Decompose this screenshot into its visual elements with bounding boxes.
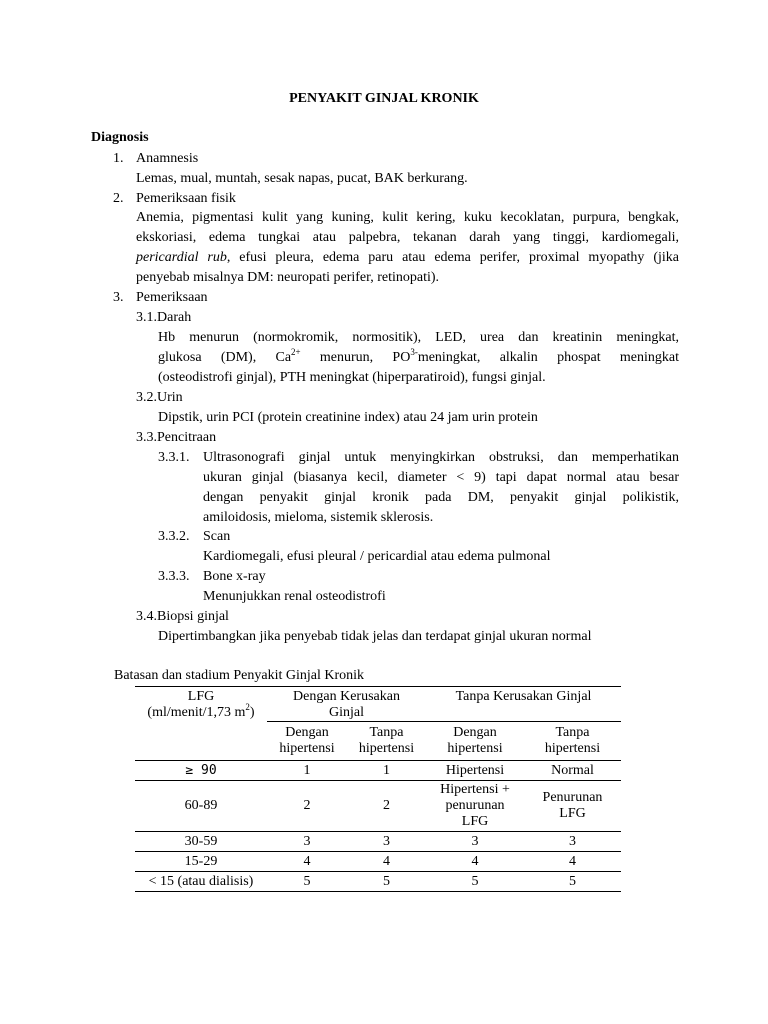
table-cell: 5 xyxy=(267,872,347,892)
cell-line: Hipertensi + xyxy=(440,782,510,797)
superscript: 3- xyxy=(410,347,418,357)
subitem-number: 3.3.1. xyxy=(158,450,190,465)
subitem-number: 3.3.3. xyxy=(158,569,190,584)
header-line: hipertensi xyxy=(279,741,335,756)
header-line: Dengan Kerusakan xyxy=(293,689,400,704)
darah-heading: 3.1.Darah xyxy=(136,310,192,325)
superscript: 2+ xyxy=(291,347,301,357)
fisik-heading: Pemeriksaan fisik xyxy=(136,191,236,206)
cell-line: LFG xyxy=(559,806,586,821)
subitem-number: 3.3.2. xyxy=(158,529,190,544)
darah-text-fragment: glukosa (DM), Ca xyxy=(158,350,292,365)
biopsi-heading: 3.4.Biopsi ginjal xyxy=(136,609,229,624)
header-line: hipertensi xyxy=(358,741,415,756)
fisik-text-line: ekskoriasi, edema tungkai atau palpebra, tekanan darah yang tinggi, kardiomegali, xyxy=(136,230,679,245)
table-cell: 5 xyxy=(524,872,621,892)
usg-text-line: ukuran ginjal (biasanya kecil, diameter < 9) tapi dapat normal atau besar xyxy=(203,470,679,485)
pemeriksaan-heading: Pemeriksaan xyxy=(136,290,208,305)
item-number: 3. xyxy=(113,290,124,305)
header-line: hipertensi xyxy=(447,741,503,756)
superscript: 2 xyxy=(245,702,250,712)
urin-heading: 3.2.Urin xyxy=(136,390,183,405)
subheader-cell xyxy=(426,722,524,761)
cell-line: penurunan xyxy=(445,798,505,813)
darah-text-line: (osteodistrofi ginjal), PTH meningkat (hiperparatiroid), fungsi ginjal. xyxy=(158,370,546,385)
darah-text-fragment: meningkat, alkalin phospat meningkat xyxy=(417,350,679,365)
table-caption: Batasan dan stadium Penyakit Ginjal Kronik xyxy=(114,668,365,683)
header-line: Tanpa xyxy=(369,725,404,740)
table-cell: 3 xyxy=(426,832,524,852)
item-number: 2. xyxy=(113,191,124,206)
table-cell: 3 xyxy=(524,832,621,852)
diagnosis-heading: Diagnosis xyxy=(91,130,149,145)
lfg-cell: 60-89 xyxy=(135,781,267,832)
dengan-kerusakan-header xyxy=(267,687,426,722)
darah-text-fragment: menurun, PO xyxy=(300,350,411,365)
tanpa-kerusakan-header: Tanpa Kerusakan Ginjal xyxy=(426,687,621,722)
table-cell: 3 xyxy=(347,832,426,852)
table-cell: 4 xyxy=(267,852,347,872)
darah-text-line xyxy=(158,349,679,367)
subheader-cell xyxy=(524,722,621,761)
header-line: Dengan xyxy=(453,725,497,740)
table-cell: 4 xyxy=(347,852,426,872)
cell-line: LFG xyxy=(461,814,489,829)
fisik-text-line: Anemia, pigmentasi kulit yang kuning, kulit kering, kuku kecoklatan, purpura, bengkak, xyxy=(136,210,679,225)
bone-heading: Bone x-ray xyxy=(203,569,266,584)
table-cell: 2 xyxy=(347,781,426,832)
lfg-cell: < 15 (atau dialisis) xyxy=(135,872,267,892)
darah-text-line: Hb menurun (normokromik, normositik), LED, urea dan kreatinin meningkat, xyxy=(158,330,679,345)
fisik-text-line: penyebab misalnya DM: neuropati perifer, retinopati). xyxy=(136,270,440,285)
usg-text-line: dengan penyakit ginjal kronik pada DM, penyakit ginjal polikistik, xyxy=(203,490,679,505)
header-line: Tanpa xyxy=(555,725,590,740)
subheader-cell xyxy=(267,722,347,761)
lfg-header-line xyxy=(135,702,267,721)
subheader-cell xyxy=(347,722,426,761)
header-line: hipertensi xyxy=(544,741,601,756)
usg-text-line: Ultrasonografi ginjal untuk menyingkirkan obstruksi, dan memperhatikan xyxy=(203,450,679,465)
table-cell: Normal xyxy=(524,761,621,781)
lfg-header-fragment: (ml/menit/1,73 m xyxy=(147,705,246,720)
anamnesis-heading: Anamnesis xyxy=(136,151,199,166)
table-cell: 4 xyxy=(524,852,621,872)
table-cell: Hipertensi xyxy=(426,761,524,781)
table-cell: 4 xyxy=(426,852,524,872)
lfg-cell: 30-59 xyxy=(135,832,267,852)
fisik-text-fragment: , efusi pleura, edema paru atau edema perifer, proximal myopathy (jika xyxy=(226,250,680,265)
lfg-cell: ≥ 90 xyxy=(135,761,267,781)
table-header-row xyxy=(135,687,621,722)
biopsi-text: Dipertimbangkan jika penyebab tidak jelas dan terdapat ginjal ukuran normal xyxy=(158,629,592,644)
table-row xyxy=(135,781,621,832)
table-cell: 5 xyxy=(426,872,524,892)
usg-text-line: amiloidosis, mieloma, sistemik sklerosis. xyxy=(203,510,434,525)
header-line: Ginjal xyxy=(329,705,364,720)
fisik-text-line xyxy=(136,249,679,267)
lfg-header-line: LFG xyxy=(187,689,215,704)
scan-heading: Scan xyxy=(203,529,231,544)
table-cell: 1 xyxy=(267,761,347,781)
bone-text: Menunjukkan renal osteodistrofi xyxy=(203,589,386,604)
pencitraan-heading: 3.3.Pencitraan xyxy=(136,430,217,445)
table-row xyxy=(135,872,621,892)
table-cell: 5 xyxy=(347,872,426,892)
table-cell xyxy=(426,781,524,832)
page-title: PENYAKIT GINJAL KRONIK xyxy=(289,91,479,106)
table-row xyxy=(135,852,621,872)
lfg-header-cell xyxy=(135,687,267,761)
table-cell: 2 xyxy=(267,781,347,832)
table-cell: 3 xyxy=(267,832,347,852)
stage-table xyxy=(135,686,621,892)
lfg-cell: 15-29 xyxy=(135,852,267,872)
table-row xyxy=(135,832,621,852)
table-cell: 1 xyxy=(347,761,426,781)
pericardial-rub-term: pericardial rub xyxy=(136,250,227,265)
lfg-header-fragment: ) xyxy=(249,705,255,720)
header-line: Dengan xyxy=(285,725,329,740)
table-cell xyxy=(524,781,621,832)
anamnesis-text: Lemas, mual, muntah, sesak napas, pucat, BAK berkurang. xyxy=(136,171,468,186)
item-number: 1. xyxy=(113,151,124,166)
table-row xyxy=(135,761,621,781)
scan-text: Kardiomegali, efusi pleural / pericardial atau edema pulmonal xyxy=(203,549,551,564)
urin-text: Dipstik, urin PCI (protein creatinine index) atau 24 jam urin protein xyxy=(158,410,538,425)
cell-line: Penurunan xyxy=(542,790,603,805)
